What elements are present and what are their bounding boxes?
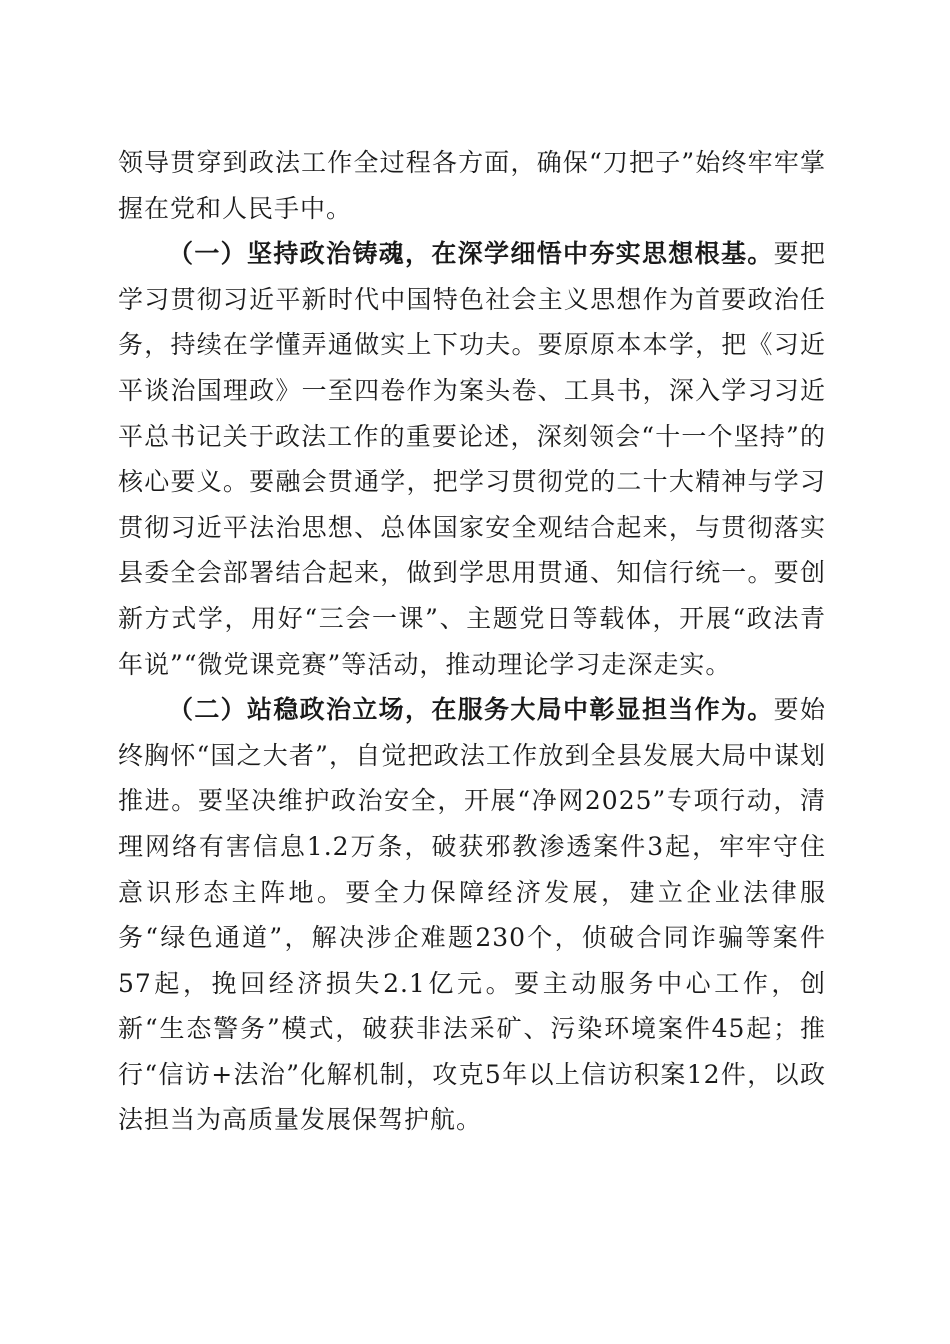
- document-body: [118, 140, 826, 1143]
- section-2-paragraph: [118, 687, 826, 1143]
- intro-paragraph: 领导贯穿到政法工作全过程各方面，确保“刀把子”始终牢牢掌握在党和人民手中。: [118, 148, 826, 223]
- section-1-heading: （一）坚持政治铸魂，在深学细悟中夯实思想根基。: [168, 239, 774, 269]
- section-2-body: 要始终胸怀“国之大者”，自觉把政法工作放到全县发展大局中谋划推进。要坚决维护政治安全，开展“净网2025”专项行动，清理网络有害信息1.2万条，破获邪教渗透案件3起，牢牢守住意识形态主阵地。要全力保障经济发展，建立企业法律服务“绿色通道”，解决涉企难题230个，侦破合同诈骗等案件57起，挽回经济损失2.1亿元。要主动服务中心工作，创新“生态警务”模式，破获非法采矿、污染环境案件45起；推行“信访+法治”化解机制，攻克5年以上信访积案12件，以政法担当为高质量发展保驾护航。: [118, 695, 826, 1135]
- section-2-heading: （二）站稳政治立场，在服务大局中彰显担当作为。: [168, 695, 774, 725]
- section-1-paragraph: [118, 231, 826, 687]
- section-1-body: 要把学习贯彻习近平新时代中国特色社会主义思想作为首要政治任务，持续在学懂弄通做实上下功夫。要原原本本学，把《习近平谈治国理政》一至四卷作为案头卷、工具书，深入学习习近平总书记关于政法工作的重要论述，深刻领会“十一个坚持”的核心要义。要融会贯通学，把学习贯彻党的二十大精神与学习贯彻习近平法治思想、总体国家安全观结合起来，与贯彻落实县委全会部署结合起来，做到学思用贯通、知信行统一。要创新方式学，用好“三会一课”、主题党日等载体，开展“政法青年说”“微党课竞赛”等活动，推动理论学习走深走实。: [118, 239, 826, 679]
